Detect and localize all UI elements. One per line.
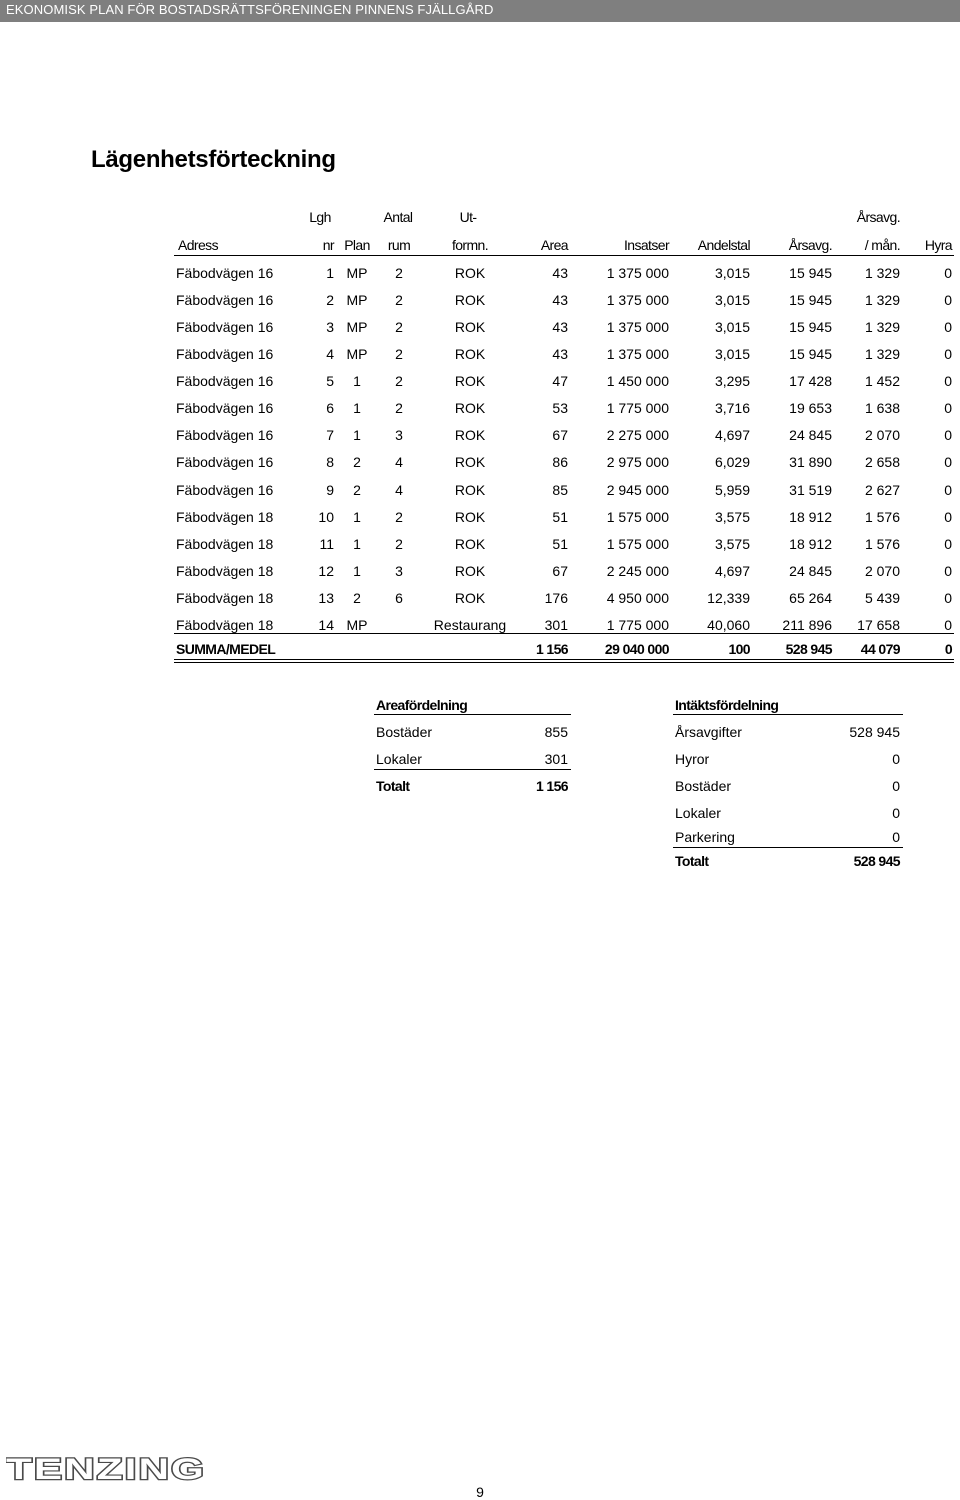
cell-arsavg: 15 945 (789, 346, 832, 362)
cell-rum: 2 (395, 265, 403, 281)
cell-formn: ROK (454, 265, 486, 281)
cell-hyra: 0 (944, 400, 952, 416)
cell-rum: 2 (395, 400, 403, 416)
cell-insatser: 2 975 000 (606, 454, 669, 470)
cell-insatser: 1 450 000 (606, 373, 669, 389)
income-total-label: Totalt (675, 853, 709, 869)
cell-area: 47 (552, 373, 568, 389)
summary-rule-2 (174, 662, 954, 663)
cell-arsavg: 18 912 (789, 509, 832, 525)
cell-hyra: 0 (944, 292, 952, 308)
area-row-value: 855 (544, 724, 568, 740)
cell-rum: 2 (395, 319, 403, 335)
income-total-value: 528 945 (853, 853, 900, 869)
tenzing-logo-mark (6, 1452, 210, 1482)
cell-hyra: 0 (944, 346, 952, 362)
cell-insatser: 1 375 000 (606, 265, 669, 281)
header-rum: rum (387, 237, 411, 253)
cell-per-man: 1 329 (864, 265, 900, 281)
income-row-value: 0 (892, 829, 900, 845)
cell-formn: ROK (454, 454, 486, 470)
income-row-label: Bostäder (675, 778, 732, 794)
cell-arsavg: 15 945 (789, 319, 832, 335)
cell-andelstal: 3,575 (714, 509, 750, 525)
tenzing-logo (6, 1452, 210, 1487)
cell-rum: 4 (395, 482, 403, 498)
cell-insatser: 1 375 000 (606, 292, 669, 308)
header-hyra: Hyra (924, 237, 952, 253)
summary-arsavg: 528 945 (785, 641, 832, 657)
header-nr: nr (322, 237, 334, 253)
cell-andelstal: 40,060 (707, 617, 750, 633)
cell-adress: Fäbodvägen 18 (176, 590, 274, 606)
header-insatser: Insatser (624, 237, 669, 253)
cell-formn: ROK (454, 536, 486, 552)
table-bottom-rule (174, 633, 954, 634)
cell-insatser: 1 575 000 (606, 509, 669, 525)
cell-nr: 12 (318, 563, 334, 579)
cell-arsavg: 24 845 (789, 563, 832, 579)
cell-area: 86 (552, 454, 568, 470)
cell-per-man: 5 439 (864, 590, 900, 606)
area-total-value: 1 156 (535, 778, 568, 794)
cell-insatser: 1 775 000 (606, 617, 669, 633)
cell-plan: MP (346, 292, 368, 308)
cell-per-man: 1 576 (864, 509, 900, 525)
cell-adress: Fäbodvägen 18 (176, 617, 274, 633)
cell-plan: MP (346, 346, 368, 362)
income-distribution-title: Intäktsfördelning (675, 697, 779, 713)
area-row-label: Lokaler (376, 751, 422, 767)
income-row-label: Parkering (675, 829, 735, 845)
cell-insatser: 1 575 000 (606, 536, 669, 552)
cell-area: 85 (552, 482, 568, 498)
cell-arsavg: 24 845 (789, 427, 832, 443)
cell-per-man: 1 576 (864, 536, 900, 552)
income-row-label: Hyror (675, 751, 710, 767)
income-row-label: Lokaler (675, 805, 721, 821)
cell-arsavg: 65 264 (789, 590, 832, 606)
cell-arsavg: 17 428 (789, 373, 832, 389)
cell-area: 51 (552, 509, 568, 525)
page-number: 9 (476, 1484, 484, 1500)
summary-rule-1 (174, 659, 954, 660)
document-header-bar (0, 0, 960, 22)
summary-per-man: 44 079 (860, 641, 900, 657)
cell-rum: 4 (395, 454, 403, 470)
header-arsavg-man-top: Årsavg. (856, 209, 900, 225)
cell-hyra: 0 (944, 482, 952, 498)
cell-plan: MP (346, 265, 368, 281)
cell-formn: ROK (454, 482, 486, 498)
cell-hyra: 0 (944, 536, 952, 552)
cell-hyra: 0 (944, 617, 952, 633)
cell-insatser: 2 945 000 (606, 482, 669, 498)
income-row-label: Årsavgifter (675, 724, 742, 740)
summary-area: 1 156 (535, 641, 568, 657)
header-rule (174, 255, 954, 256)
cell-andelstal: 4,697 (714, 427, 750, 443)
cell-per-man: 1 329 (864, 292, 900, 308)
cell-plan: 1 (353, 563, 361, 579)
cell-plan: 2 (353, 482, 361, 498)
cell-plan: MP (346, 319, 368, 335)
cell-plan: 1 (353, 427, 361, 443)
header-per-man: / mån. (864, 237, 900, 253)
cell-adress: Fäbodvägen 18 (176, 509, 274, 525)
income-row-value: 528 945 (849, 724, 900, 740)
cell-formn: ROK (454, 509, 486, 525)
cell-hyra: 0 (944, 590, 952, 606)
cell-insatser: 1 775 000 (606, 400, 669, 416)
cell-plan: 1 (353, 536, 361, 552)
cell-andelstal: 3,015 (714, 319, 750, 335)
summary-label: SUMMA/MEDEL (176, 641, 276, 657)
cell-formn: ROK (454, 346, 486, 362)
cell-adress: Fäbodvägen 16 (176, 292, 274, 308)
cell-plan: 1 (353, 400, 361, 416)
cell-area: 51 (552, 536, 568, 552)
cell-formn: ROK (454, 563, 486, 579)
cell-arsavg: 31 519 (789, 482, 832, 498)
income-row-value: 0 (892, 805, 900, 821)
area-total-label: Totalt (376, 778, 410, 794)
cell-insatser: 1 375 000 (606, 319, 669, 335)
summary-insatser: 29 040 000 (604, 641, 669, 657)
cell-plan: 2 (353, 454, 361, 470)
cell-per-man: 2 070 (864, 427, 900, 443)
cell-nr: 10 (318, 509, 334, 525)
cell-arsavg: 31 890 (789, 454, 832, 470)
cell-nr: 4 (326, 346, 334, 362)
cell-rum: 2 (395, 346, 403, 362)
cell-rum: 3 (395, 563, 403, 579)
cell-andelstal: 5,959 (714, 482, 750, 498)
header-ut: Ut- (459, 209, 477, 225)
cell-adress: Fäbodvägen 16 (176, 454, 274, 470)
document-header-title: EKONOMISK PLAN FÖR BOSTADSRÄTTSFÖRENINGEN PINNENS FJÄLLGÅRD (6, 2, 494, 17)
cell-per-man: 2 070 (864, 563, 900, 579)
cell-area: 43 (552, 319, 568, 335)
cell-plan: 2 (353, 590, 361, 606)
cell-per-man: 17 658 (857, 617, 900, 633)
header-antal: Antal (383, 209, 413, 225)
cell-nr: 2 (326, 292, 334, 308)
cell-formn: ROK (454, 319, 486, 335)
area-title-rule (374, 714, 571, 715)
cell-hyra: 0 (944, 563, 952, 579)
cell-adress: Fäbodvägen 16 (176, 482, 274, 498)
cell-rum: 6 (395, 590, 403, 606)
area-total-rule (374, 769, 571, 770)
cell-formn: ROK (454, 400, 486, 416)
cell-andelstal: 3,015 (714, 346, 750, 362)
header-andelstal: Andelstal (697, 237, 750, 253)
cell-nr: 7 (326, 427, 334, 443)
header-formn: formn. (451, 237, 489, 253)
summary-andelstal: 100 (728, 641, 750, 657)
cell-area: 67 (552, 427, 568, 443)
cell-adress: Fäbodvägen 16 (176, 319, 274, 335)
cell-andelstal: 12,339 (707, 590, 750, 606)
cell-nr: 3 (326, 319, 334, 335)
cell-rum: 2 (395, 509, 403, 525)
cell-arsavg: 19 653 (789, 400, 832, 416)
cell-nr: 6 (326, 400, 334, 416)
header-area: Area (540, 237, 568, 253)
cell-per-man: 2 627 (864, 482, 900, 498)
cell-nr: 8 (326, 454, 334, 470)
header-plan: Plan (344, 237, 370, 253)
cell-nr: 9 (326, 482, 334, 498)
income-row-value: 0 (892, 778, 900, 794)
cell-andelstal: 3,015 (714, 292, 750, 308)
cell-nr: 13 (318, 590, 334, 606)
cell-hyra: 0 (944, 454, 952, 470)
cell-rum: 2 (395, 373, 403, 389)
income-row-value: 0 (892, 751, 900, 767)
cell-hyra: 0 (944, 319, 952, 335)
cell-arsavg: 18 912 (789, 536, 832, 552)
cell-per-man: 1 329 (864, 319, 900, 335)
cell-arsavg: 15 945 (789, 292, 832, 308)
cell-adress: Fäbodvägen 18 (176, 536, 274, 552)
cell-formn: Restaurang (433, 617, 507, 633)
cell-adress: Fäbodvägen 16 (176, 400, 274, 416)
header-adress: Adress (178, 237, 218, 253)
cell-adress: Fäbodvägen 16 (176, 265, 274, 281)
cell-insatser: 1 375 000 (606, 346, 669, 362)
cell-nr: 5 (326, 373, 334, 389)
income-title-rule (673, 714, 903, 715)
cell-area: 43 (552, 265, 568, 281)
cell-per-man: 1 452 (864, 373, 900, 389)
cell-adress: Fäbodvägen 16 (176, 373, 274, 389)
cell-plan: 1 (353, 373, 361, 389)
cell-insatser: 4 950 000 (606, 590, 669, 606)
cell-hyra: 0 (944, 265, 952, 281)
cell-adress: Fäbodvägen 16 (176, 427, 274, 443)
cell-andelstal: 3,716 (714, 400, 750, 416)
cell-insatser: 2 275 000 (606, 427, 669, 443)
cell-hyra: 0 (944, 509, 952, 525)
header-arsavg: Årsavg. (788, 237, 832, 253)
cell-area: 176 (544, 590, 568, 606)
cell-arsavg: 15 945 (789, 265, 832, 281)
cell-area: 53 (552, 400, 568, 416)
cell-rum: 3 (395, 427, 403, 443)
cell-area: 43 (552, 292, 568, 308)
area-row-value: 301 (544, 751, 568, 767)
header-lgh: Lgh (309, 209, 331, 225)
cell-hyra: 0 (944, 427, 952, 443)
area-row-label: Bostäder (376, 724, 433, 740)
cell-per-man: 1 638 (864, 400, 900, 416)
cell-formn: ROK (454, 427, 486, 443)
cell-nr: 14 (318, 617, 334, 633)
cell-per-man: 2 658 (864, 454, 900, 470)
cell-andelstal: 3,015 (714, 265, 750, 281)
income-total-rule (673, 847, 903, 848)
cell-formn: ROK (454, 590, 486, 606)
cell-nr: 11 (319, 536, 334, 552)
cell-nr: 1 (326, 265, 334, 281)
cell-andelstal: 3,575 (714, 536, 750, 552)
cell-area: 301 (544, 617, 568, 633)
cell-andelstal: 4,697 (714, 563, 750, 579)
cell-insatser: 2 245 000 (606, 563, 669, 579)
cell-arsavg: 211 896 (782, 617, 832, 633)
cell-plan: MP (346, 617, 368, 633)
cell-hyra: 0 (944, 373, 952, 389)
cell-andelstal: 3,295 (714, 373, 750, 389)
cell-formn: ROK (454, 292, 486, 308)
cell-rum: 2 (395, 536, 403, 552)
cell-area: 43 (552, 346, 568, 362)
cell-area: 67 (552, 563, 568, 579)
tenzing-logo-text: TENZING (6, 1453, 206, 1482)
cell-adress: Fäbodvägen 18 (176, 563, 274, 579)
cell-plan: 1 (353, 509, 361, 525)
area-distribution-title: Areafördelning (376, 697, 468, 713)
cell-andelstal: 6,029 (714, 454, 750, 470)
page-title: Lägenhetsförteckning (91, 146, 336, 173)
cell-formn: ROK (454, 373, 486, 389)
cell-rum: 2 (395, 292, 403, 308)
summary-hyra: 0 (944, 641, 952, 657)
cell-adress: Fäbodvägen 16 (176, 346, 274, 362)
cell-per-man: 1 329 (864, 346, 900, 362)
